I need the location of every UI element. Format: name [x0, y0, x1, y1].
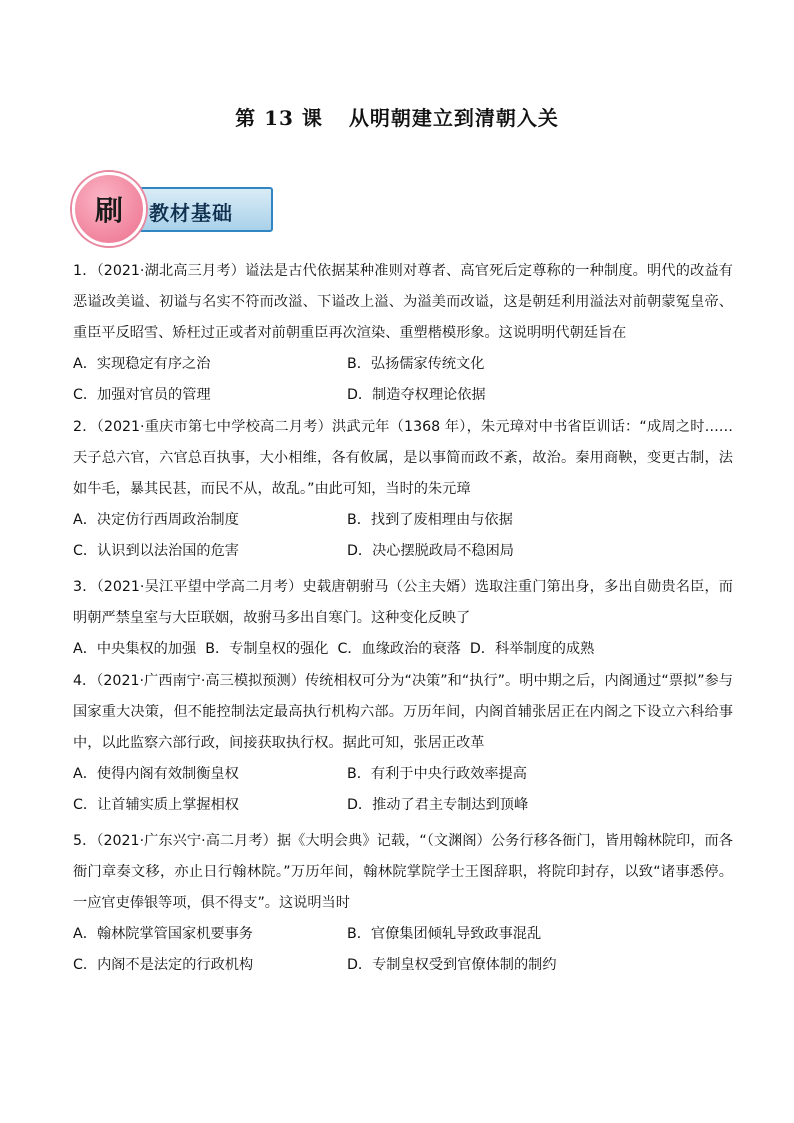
option-c: C．认识到以法治国的危害	[73, 543, 239, 559]
question-stem: 5．（2021·广东兴宁·高二月考）据《大明会典》记载，“（文渊阁）公务行移各衙门，皆用翰林院印，而各衙门章奏文移，亦止日行翰林院。”万历年间，翰林院掌院学士王图辞职，将院印封存，以致“诸事悉停。一应官吏俸银等项，俱不得支”。这说明当时	[73, 833, 733, 911]
question-5	[73, 826, 733, 981]
lesson-title: 从明朝建立到清朝入关	[348, 106, 559, 130]
options	[73, 759, 733, 821]
option-b: B．有利于中央行政效率提高	[347, 766, 527, 782]
option-d: D．专制皇权受到官僚体制的制约	[347, 957, 557, 973]
question-stem: 3．（2021·吴江平望中学高二月考）史载唐朝驸马（公主夫婿）选取注重门第出身，多出自勋贵名臣，而明朝严禁皇室与大臣联姻，故驸马多出自寒门。这种变化反映了	[73, 579, 733, 626]
question-stem: 4．（2021·广西南宁·高三模拟预测）传统相权可分为“决策”和“执行”。明中期之后，内阁通过“票拟”参与国家重大决策，但不能控制法定最高执行机构六部。万历年间，内阁首辅张居正在内阁之下设立六科给事中，以此监察六部行政，间接获取执行权。据此可知，张居正改革	[73, 673, 733, 751]
question-3	[73, 572, 733, 665]
option-c: C．内阁不是法定的行政机构	[73, 957, 254, 973]
section-label: 教材基础	[149, 201, 233, 225]
question-1	[73, 256, 733, 411]
option-b: B．弘扬儒家传统文化	[347, 356, 485, 372]
lesson-number: 第 13 课	[235, 106, 323, 130]
question-4	[73, 666, 733, 821]
question-2	[73, 412, 733, 567]
section-banner	[75, 175, 275, 241]
question-stem: 2．（2021·重庆市第七中学校高二月考）洪武元年（1368 年），朱元璋对中书省臣训话：“成周之时……天子总六官，六官总百执事，大小相维，各有攸属，是以事简而政不紊，故治。秦用商鞅，变更古制，法如牛毛，暴其民甚，而民不从，故乱。”由此可知，当时的朱元璋	[73, 419, 733, 497]
option-a: A．翰林院掌管国家机要事务	[73, 926, 253, 942]
option-a: A．决定仿行西周政治制度	[73, 512, 239, 528]
options	[73, 634, 733, 665]
option-b: B．专制皇权的强化	[205, 641, 329, 657]
option-c: C．血缘政治的衰落	[337, 641, 461, 657]
options	[73, 919, 733, 981]
brush-badge-icon	[72, 172, 146, 246]
badge-text: 刷	[94, 194, 123, 227]
option-a: A．使得内阁有效制衡皇权	[73, 766, 239, 782]
option-a: A．实现稳定有序之治	[73, 356, 211, 372]
options	[73, 349, 733, 411]
question-stem: 1．（2021·湖北高三月考）谥法是古代依据某种准则对尊者、高官死后定尊称的一种制度。明代的改益有恶谥改美谥、初谥与名实不符而改溢、下谥改上溢、为溢美而改谥，这是朝廷利用溢法对前朝蒙冤皇帝、重臣平反昭雪、矫枉过正或者对前朝重臣再次渲染、重塑楷模形象。这说明明代朝廷旨在	[73, 263, 733, 341]
option-b: B．官僚集团倾轧导致政事混乱	[347, 926, 542, 942]
option-a: A．中央集权的加强	[73, 641, 197, 657]
option-d: D．推动了君主专制达到顶峰	[347, 797, 529, 813]
option-d: D．制造夺权理论依据	[347, 387, 486, 403]
options	[73, 505, 733, 567]
option-d: D．科举制度的成熟	[469, 641, 595, 657]
option-c: C．加强对官员的管理	[73, 387, 211, 403]
page-title	[0, 102, 794, 131]
option-c: C．让首辅实质上掌握相权	[73, 797, 239, 813]
option-b: B．找到了废相理由与依据	[347, 512, 513, 528]
option-d: D．决心摆脱政局不稳困局	[347, 543, 514, 559]
